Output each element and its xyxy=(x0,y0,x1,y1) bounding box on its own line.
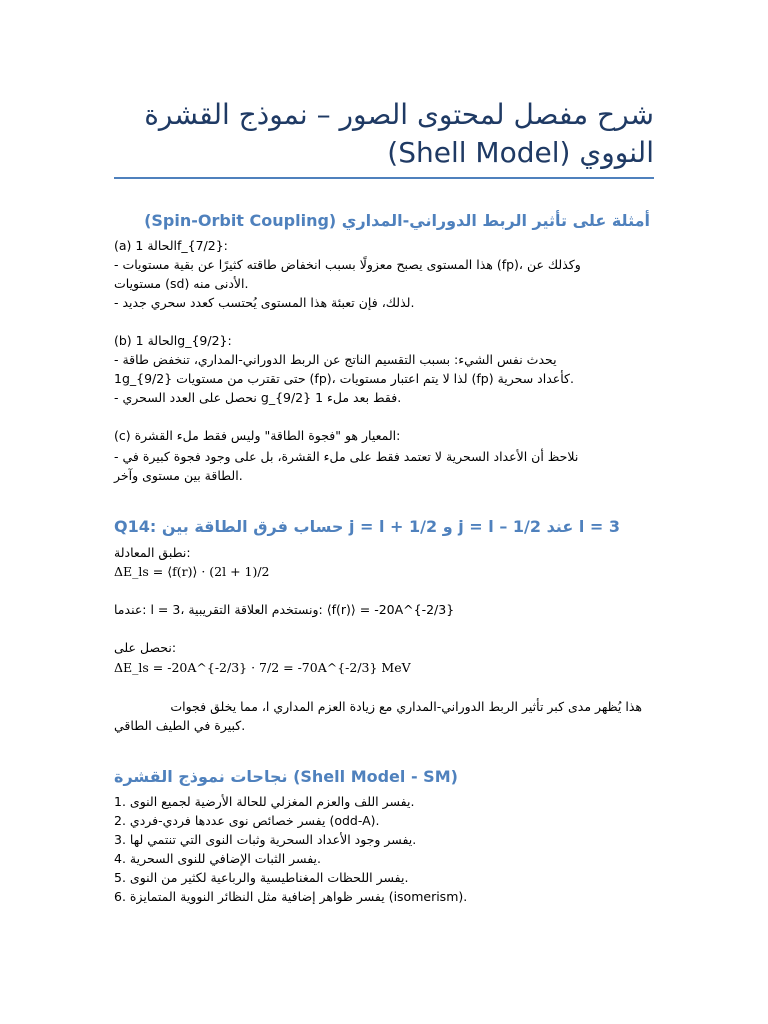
list-item: 1g_{9/2} حتى تقترب من مستويات (fp)، لذا لا يتم اعتبار مستويات (fp) كأعداد سحرية. xyxy=(114,371,574,386)
list-item: - نلاحظ أن الأعداد السحرية لا تعتمد فقط على ملء القشرة، بل على وجود فجوة كبيرة في xyxy=(114,449,579,464)
list-item: مستويات (sd) الأدنى منه. xyxy=(114,276,249,291)
list-item: (c) المعيار هو "فجوة الطاقة" وليس فقط ملء القشرة: xyxy=(114,428,401,443)
section-heading-q14: Q14: حساب فرق الطاقة بين j = l + 1/2 و j = l – 1/2 عند l = 3 xyxy=(114,517,620,536)
list-item: 4. يفسر الثبات الإضافي للنوى السحرية. xyxy=(114,851,321,866)
list-item: عندما: l = 3، ونستخدم العلاقة التقريبية: ⟨f(r)⟩ = -20A^{-2/3} xyxy=(114,602,455,617)
list-item: 2. يفسر خصائص نوى عددها فردي-فردي (odd-A). xyxy=(114,813,380,828)
list-item: - لذلك، فإن تعبئة هذا المستوى يُحتسب كعدد سحري جديد. xyxy=(114,295,415,310)
equation: ΔE_ls = -20A^{-2/3} · 7/2 = -70A^{-2/3} MeV xyxy=(114,660,411,675)
title-underline xyxy=(114,177,654,179)
list-item: (a) 1 الحالةf_{7/2}: xyxy=(114,238,228,253)
list-item: (b) 1 الحالةg_{9/2}: xyxy=(114,333,232,348)
list-item: كبيرة في الطيف الطاقي. xyxy=(114,718,246,733)
list-item: 3. يفسر وجود الأعداد السحرية وثبات النوى التي تنتمي لها. xyxy=(114,832,417,847)
list-item: - نحصل على العدد السحري g_{9/2} فقط بعد ملء 1. xyxy=(114,390,402,405)
list-item: 1. يفسر اللف والعزم المغزلي للحالة الأرضية لجميع النوى. xyxy=(114,794,415,809)
section-heading-spin-orbit: أمثلة على تأثير الربط الدوراني-المداري (Spin-Orbit Coupling) xyxy=(144,211,650,230)
list-item: نحصل على: xyxy=(114,640,177,655)
list-item: 6. يفسر ظواهر إضافية مثل النظائر النووية المتمايزة (isomerism). xyxy=(114,889,468,904)
equation: ΔE_ls = ⟨f(r)⟩ · (2l + 1)/2 xyxy=(114,564,270,579)
document-title: شرح مفصل لمحتوى الصور – نموذج القشرة النووي (Shell Model) xyxy=(144,98,654,169)
list-item: هذا يُظهر مدى كبر تأثير الربط الدوراني-المداري مع زيادة العزم المداري l، مما يخلق فجوات xyxy=(170,699,642,714)
list-item: - يحدث نفس الشيء: بسبب التقسيم الناتج عن الربط الدوراني-المداري، تنخفض طاقة xyxy=(114,352,557,367)
list-item: الطاقة بين مستوى وآخر. xyxy=(114,468,243,483)
section-heading-shell-model-successes: نجاحات نموذج القشرة (Shell Model - SM) xyxy=(114,767,458,786)
list-item: نطبق المعادلة: xyxy=(114,545,191,560)
list-item: 5. يفسر اللحظات المغناطيسية والرباعية لكثير من النوى. xyxy=(114,870,409,885)
list-item: - هذا المستوى يصبح معزولًا بسبب انخفاض طاقته كثيرًا عن بقية مستويات (fp)، وكذلك عن xyxy=(114,257,581,272)
